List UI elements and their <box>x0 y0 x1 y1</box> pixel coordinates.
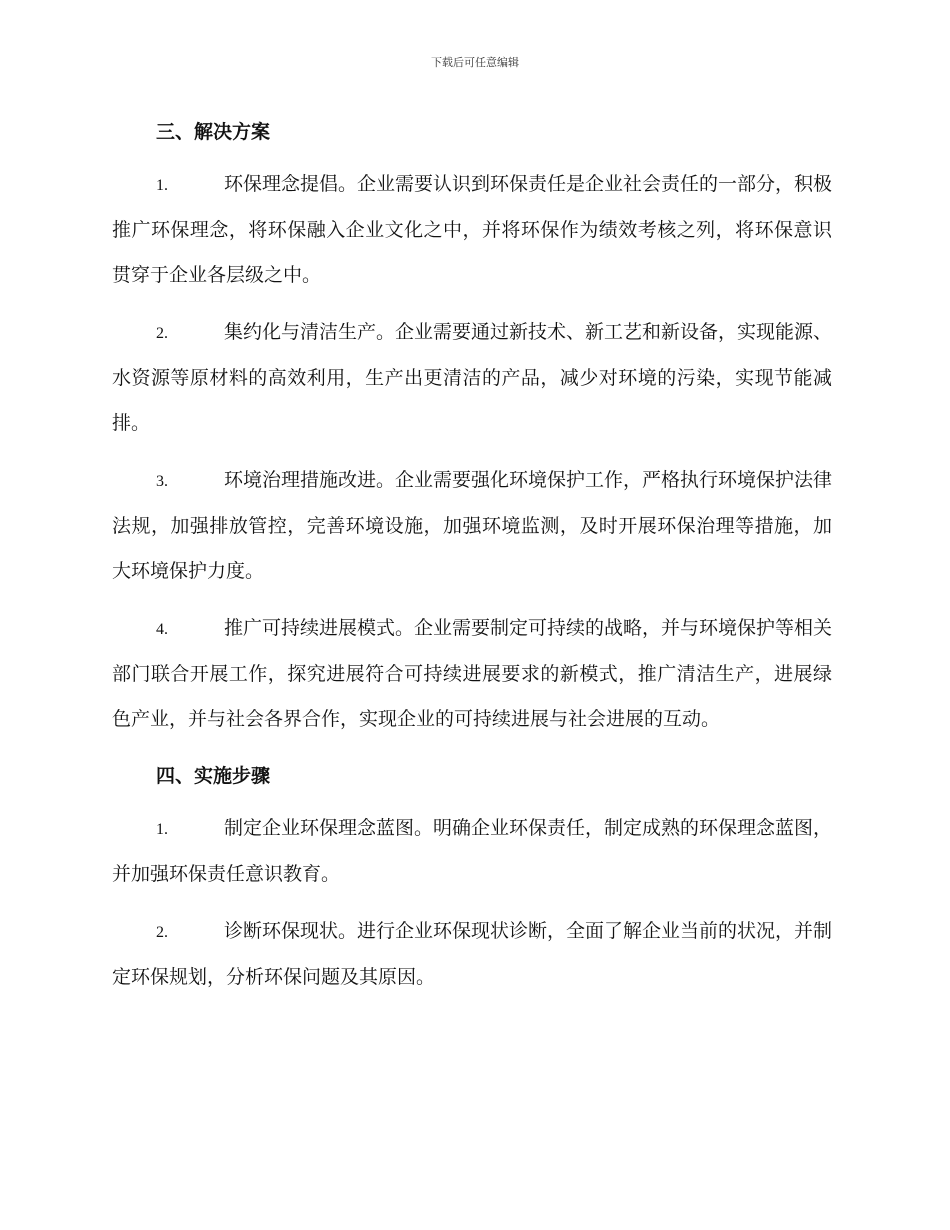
list-item <box>112 310 832 446</box>
header-note: 下载后可任意编辑 <box>431 56 519 69</box>
document-body <box>112 110 832 1000</box>
item-number: 1. <box>156 177 168 194</box>
item-number: 3. <box>156 473 168 490</box>
list-item <box>112 458 832 594</box>
item-number: 1. <box>156 821 168 838</box>
item-number: 4. <box>156 621 168 638</box>
item-text: 制定企业环保理念蓝图。明确企业环保责任，制定成熟的环保理念蓝图，并加强环保责任意识教育。 <box>112 817 833 885</box>
item-text: 集约化与清洁生产。企业需要通过新技术、新工艺和新设备，实现能源、水资源等原材料的高效利用，生产出更清洁的产品，减少对环境的污染，实现节能减排。 <box>112 321 833 434</box>
section-heading: 四、实施步骤 <box>156 765 271 787</box>
item-number: 2. <box>156 325 168 342</box>
section-heading: 三、解决方案 <box>156 121 271 143</box>
item-text: 诊断环保现状。进行企业环保现状诊断，全面了解企业当前的状况，并制定环保规划，分析环保问题及其原因。 <box>112 920 833 988</box>
item-text: 环境治理措施改进。企业需要强化环境保护工作，严格执行环境保护法律法规，加强排放管控，完善环境设施，加强环境监测，及时开展环保治理等措施，加大环境保护力度。 <box>112 469 833 582</box>
item-text: 环保理念提倡。企业需要认识到环保责任是企业社会责任的一部分，积极推广环保理念，将环保融入企业文化之中，并将环保作为绩效考核之列，将环保意识贯穿于企业各层级之中。 <box>112 173 833 286</box>
item-number: 2. <box>156 924 168 941</box>
list-item <box>112 606 832 742</box>
list-item <box>112 909 832 1000</box>
list-item <box>112 162 832 298</box>
item-text: 推广可持续进展模式。企业需要制定可持续的战略，并与环境保护等相关部门联合开展工作，探究进展符合可持续进展要求的新模式，推广清洁生产，进展绿色产业，并与社会各界合作，实现企业的可持续进展与社会进展的互动。 <box>112 617 833 730</box>
list-item <box>112 806 832 897</box>
